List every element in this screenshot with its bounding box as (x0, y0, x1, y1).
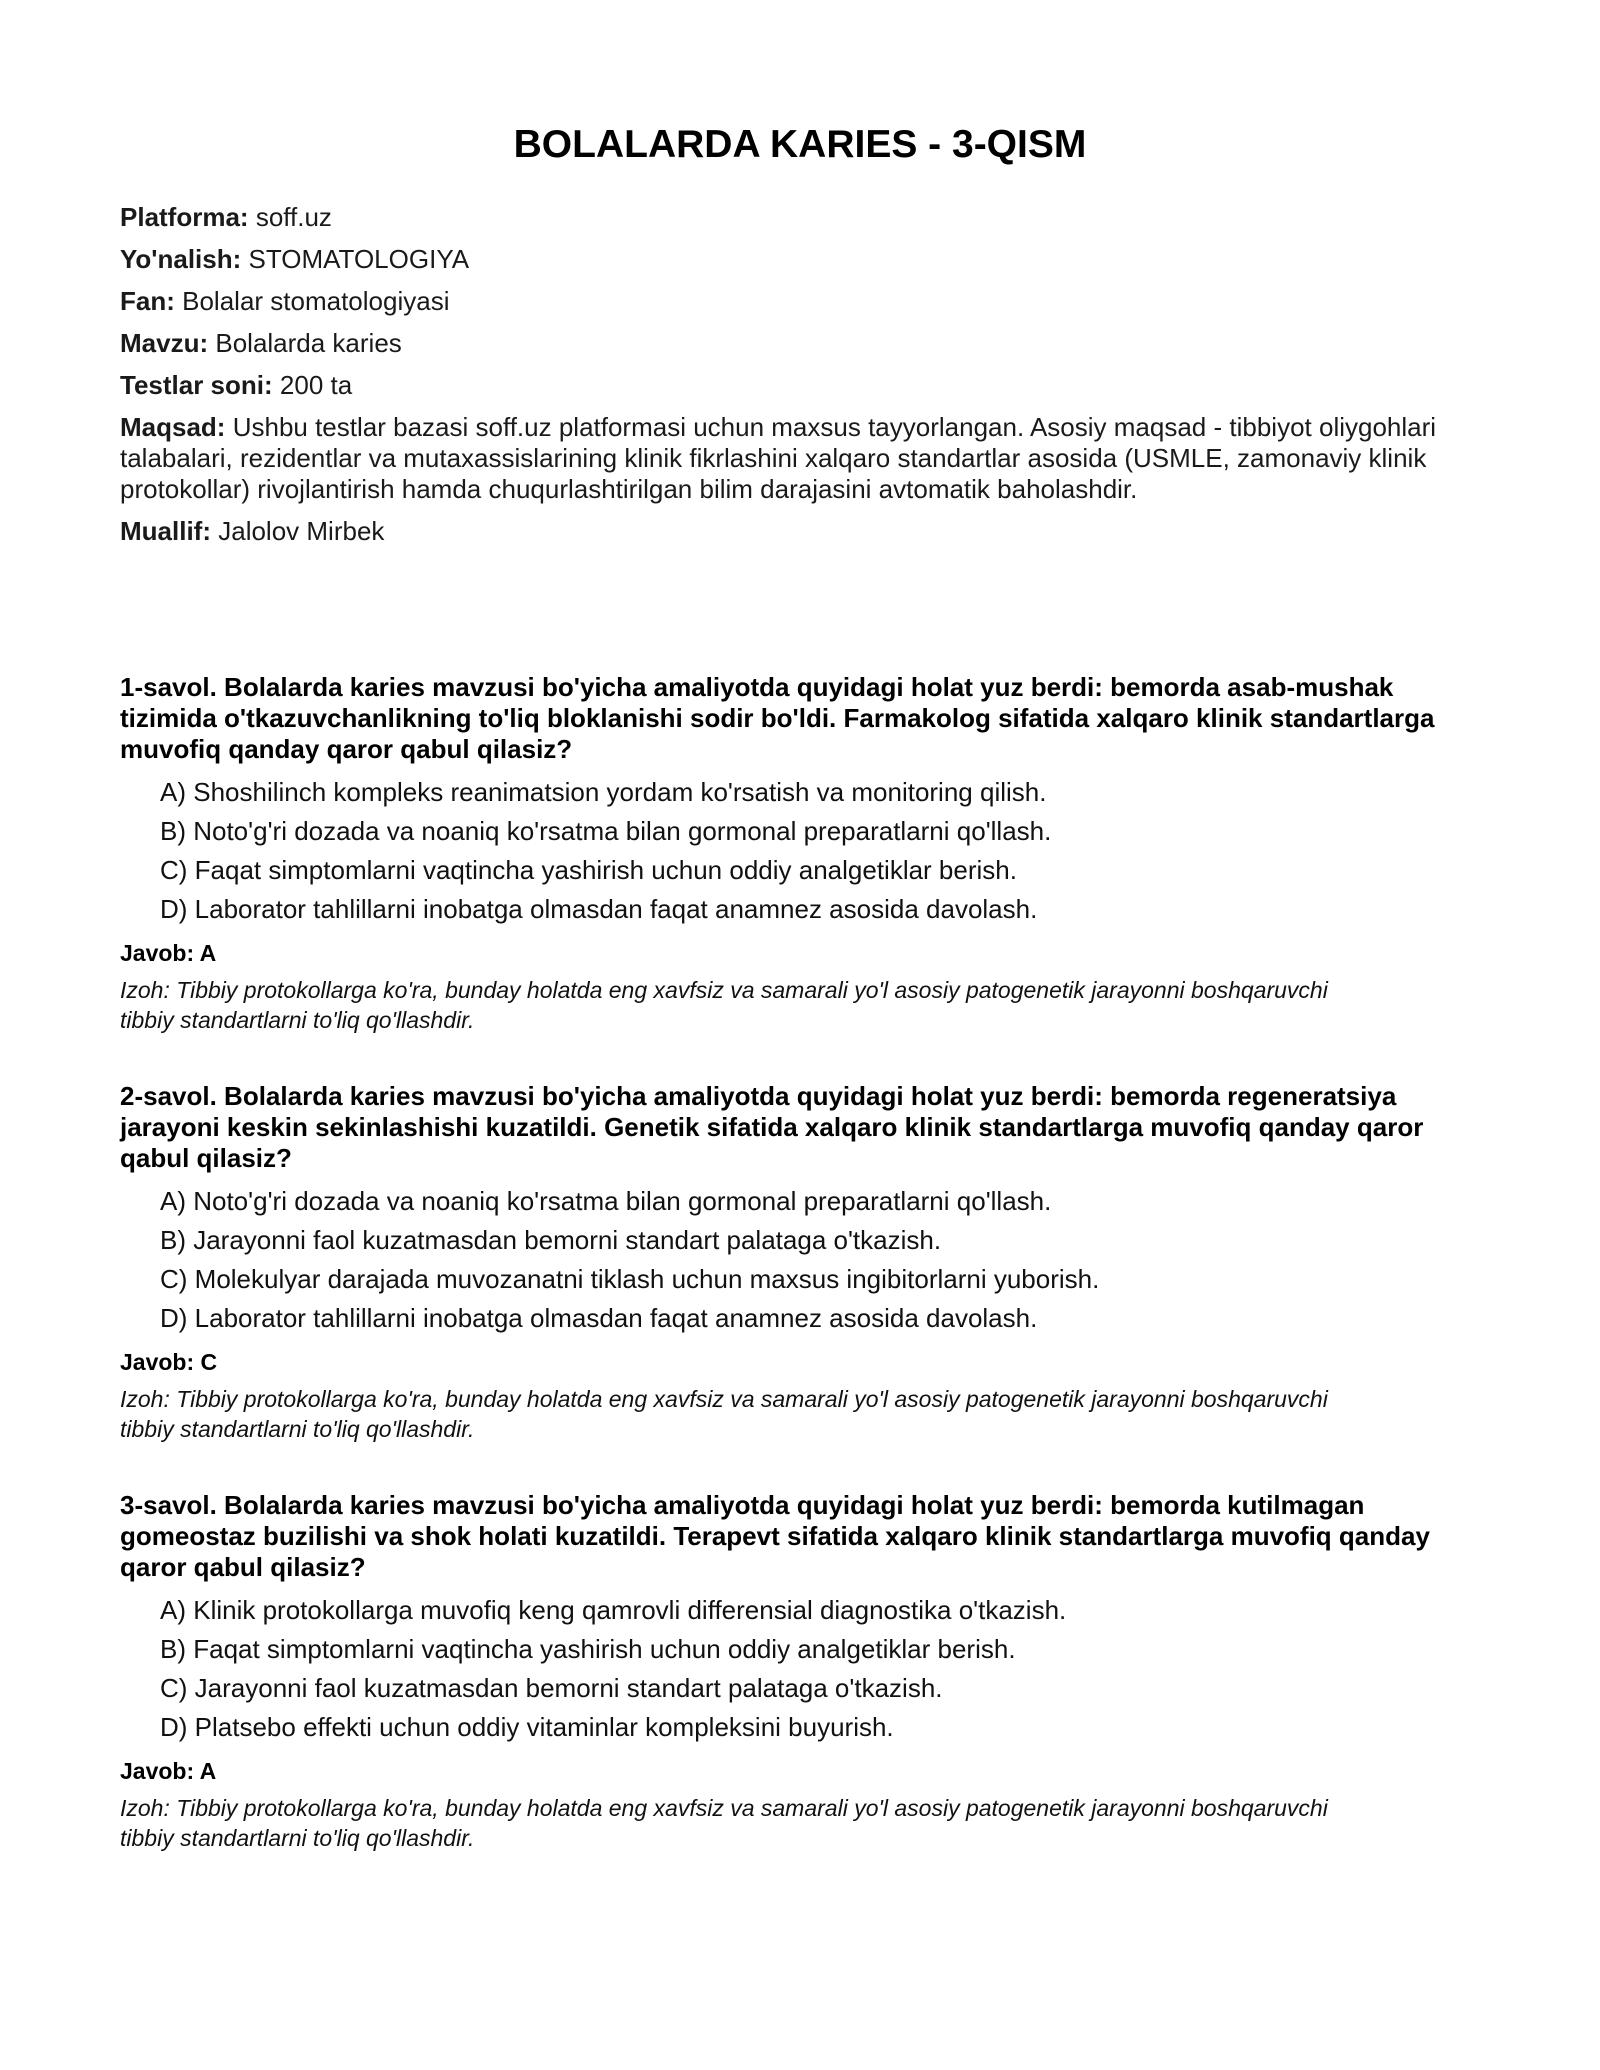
explanation-note: Izoh: Tibbiy protokollarga ko'ra, bunday holatda eng xavfsiz va samarali yo'l asosiy patogenetik jarayonni boshqaruvchi tibbiy standartlarni to'liq qo'llashdir. (120, 1386, 1328, 1442)
option-c: C) Faqat simptomlarni vaqtincha yashirish uchun oddiy analgetiklar berish. (160, 855, 1017, 885)
meta-value: Jalolov Mirbek (218, 516, 385, 546)
meta-value: Bolalar stomatologiyasi (182, 286, 450, 316)
meta-label: Yo'nalish: (120, 244, 242, 274)
meta-testlar-soni (120, 370, 1480, 401)
option-list (120, 1595, 1480, 1743)
meta-fan (120, 286, 1480, 317)
meta-label: Mavzu: (120, 328, 209, 358)
page-title: BOLALARDA KARIES - 3-QISM (513, 123, 1087, 166)
meta-value: 200 ta (279, 370, 353, 400)
question-list (120, 672, 1480, 1899)
question-text: 2-savol. Bolalarda karies mavzusi bo'yicha amaliyotda quyidagi holat yuz berdi: bemorda regeneratsiya jarayoni keskin sekinlashishi kuzatildi. Genetik sifatida xalqaro klinik standartlarga muvofiq qanday qaror qabul qilasiz? (120, 1081, 1424, 1173)
option-list (120, 1186, 1480, 1334)
meta-label: Testlar soni: (120, 370, 273, 400)
meta-value: STOMATOLOGIYA (248, 244, 470, 274)
meta-platforma (120, 202, 1480, 233)
answer-label: Javob: A (120, 940, 217, 966)
answer-label: Javob: C (120, 1349, 218, 1375)
option-a: A) Klinik protokollarga muvofiq keng qamrovli differensial diagnostika o'tkazish. (160, 1595, 1067, 1625)
question-text: 1-savol. Bolalarda karies mavzusi bo'yicha amaliyotda quyidagi holat yuz berdi: bemorda asab-mushak tizimida o'tkazuvchanlikning to'liq bloklanishi sodir bo'ldi. Farmakolog sifatida xalqaro klinik standartlarga muvofiq qanday qaror qabul qilasiz? (120, 672, 1435, 764)
option-a: A) Shoshilinch kompleks reanimatsion yordam ko'rsatish va monitoring qilish. (160, 777, 1047, 807)
option-a: A) Noto'g'ri dozada va noaniq ko'rsatma bilan gormonal preparatlarni qo'llash. (160, 1186, 1052, 1216)
answer-label: Javob: A (120, 1758, 217, 1784)
option-d: D) Platsebo effekti uchun oddiy vitaminlar kompleksini buyurish. (160, 1712, 894, 1742)
option-b: B) Jarayonni faol kuzatmasdan bemorni standart palataga o'tkazish. (160, 1225, 942, 1255)
option-c: C) Molekulyar darajada muvozanatni tiklash uchun maxsus ingibitorlarni yuborish. (160, 1264, 1100, 1294)
question-3 (120, 1490, 1480, 1853)
meta-value: Bolalarda karies (215, 328, 402, 358)
meta-label: Maqsad: (120, 412, 226, 442)
explanation-note: Izoh: Tibbiy protokollarga ko'ra, bunday holatda eng xavfsiz va samarali yo'l asosiy patogenetik jarayonni boshqaruvchi tibbiy standartlarni to'liq qo'llashdir. (120, 977, 1328, 1033)
question-text: 3-savol. Bolalarda karies mavzusi bo'yicha amaliyotda quyidagi holat yuz berdi: bemorda kutilmagan gomeostaz buzilishi va shok holati kuzatildi. Terapevt sifatida xalqaro klinik standartlarga muvofiq qanday qaror qabul qilasiz? (120, 1490, 1430, 1582)
meta-label: Fan: (120, 286, 175, 316)
meta-mavzu (120, 328, 1480, 359)
explanation-note: Izoh: Tibbiy protokollarga ko'ra, bunday holatda eng xavfsiz va samarali yo'l asosiy patogenetik jarayonni boshqaruvchi tibbiy standartlarni to'liq qo'llashdir. (120, 1795, 1328, 1851)
meta-value: Ushbu testlar bazasi soff.uz platformasi uchun maxsus tayyorlangan. Asosiy maqsad - tibbiyot oliygohlari talabalari, rezidentlar va mutaxassislarining klinik fikrlashini xalqaro standartlar asosida (USMLE, zamonaviy klinik protokollar) rivojlantirish hamda chuqurlashtirilgan bilim darajasini avtomatik baholashdir. (120, 412, 1437, 504)
option-b: B) Noto'g'ri dozada va noaniq ko'rsatma bilan gormonal preparatlarni qo'llash. (160, 816, 1052, 846)
option-c: C) Jarayonni faol kuzatmasdan bemorni standart palataga o'tkazish. (160, 1673, 943, 1703)
meta-yonalish (120, 244, 1480, 275)
question-1 (120, 672, 1480, 1035)
meta-maqsad (120, 412, 1480, 505)
document-meta (120, 202, 1480, 558)
option-list (120, 777, 1480, 925)
option-b: B) Faqat simptomlarni vaqtincha yashirish uchun oddiy analgetiklar berish. (160, 1634, 1016, 1664)
meta-label: Muallif: (120, 516, 211, 546)
option-d: D) Laborator tahlillarni inobatga olmasdan faqat anamnez asosida davolash. (160, 1303, 1038, 1333)
question-2 (120, 1081, 1480, 1444)
meta-muallif (120, 516, 1480, 547)
meta-value: soff.uz (255, 202, 332, 232)
meta-label: Platforma: (120, 202, 249, 232)
option-d: D) Laborator tahlillarni inobatga olmasdan faqat anamnez asosida davolash. (160, 894, 1038, 924)
